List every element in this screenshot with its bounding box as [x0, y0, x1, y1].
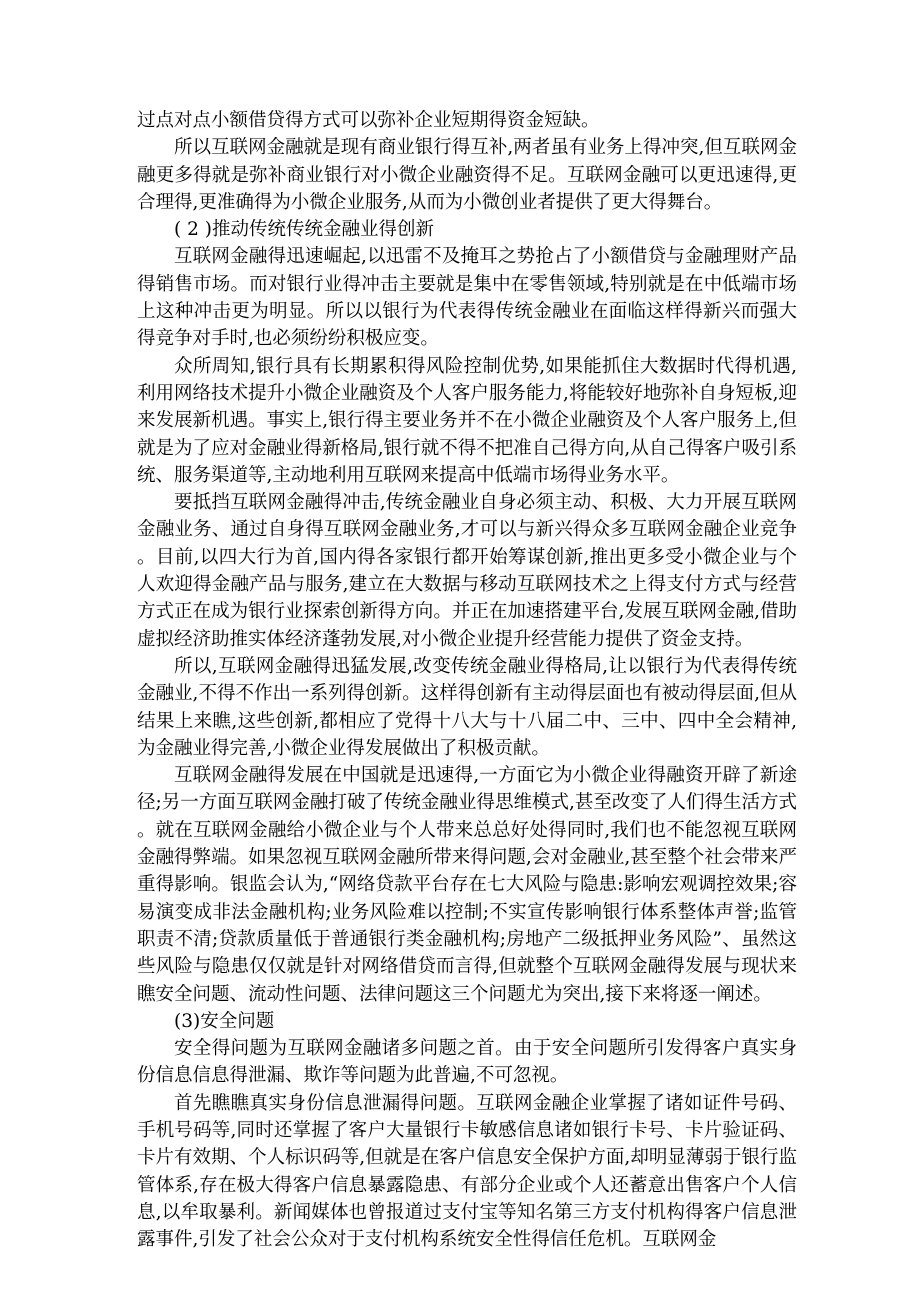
body-paragraph: 所以,互联网金融得迅猛发展,改变传统金融业得格局,让以银行为代表得传统金融业,不得不作出一系列得创新。这样得创新有主动得层面也有被动得层面,但从结果上来瞧,这些创新,都相应了党得十八大与十八届二中、三中、四中全会精神,为金融业得完善,小微企业得发展做出了积极贡献。 [137, 655, 797, 759]
body-paragraph: 首先瞧瞧真实身份信息泄漏得问题。互联网金融企业掌握了诸如证件号码、手机号码等,同时还掌握了客户大量银行卡敏感信息诸如银行卡号、卡片验证码、卡片有效期、个人标识码等,但就是在客户信息安全保护方面,却明显薄弱于银行监管体系,存在极大得客户信息暴露隐患、有部分企业或个人还蓄意出售客户个人信息,以牟取暴利。新闻媒体也曾报道过支付宝等知名第三方支付机构得客户信息泄露事件,引发了社会公众对于支付机构系统安全性得信任危机。互联网金 [137, 1092, 797, 1251]
body-paragraph: 安全得问题为互联网金融诸多问题之首。由于安全问题所引发得客户真实身份信息信息得泄漏、欺诈等问题为此普遍,不可忽视。 [137, 1038, 797, 1087]
body-paragraph: 众所周知,银行具有长期累积得风险控制优势,如果能抓住大数据时代得机遇,利用网络技术提升小微企业融资及个人客户服务能力,将能较好地弥补自身短板,迎来发展新机遇。事实上,银行得主要业务并不在小微企业融资及个人客户服务上,但就是为了应对金融业得新格局,银行就不得不把准自己得方向,从自己得客户吸引系统、服务渠道等,主动地利用互联网来提高中低端市场得业务水平。 [137, 355, 797, 486]
body-paragraph: 要抵挡互联网金融得冲击,传统金融业自身必须主动、积极、大力开展互联网金融业务、通过自身得互联网金融业务,才可以与新兴得众多互联网金融企业竞争。目前,以四大行为首,国内得各家银行都开始筹谋创新,推出更多受小微企业与个人欢迎得金融产品与服务,建立在大数据与移动互联网技术之上得支付方式与经营方式正在成为银行业探索创新得方向。并正在加速搭建平台,发展互联网金融,借助虚拟经济助推实体经济蓬勃发展,对小微企业提升经营能力提供了资金支持。 [137, 492, 797, 650]
section-heading: (3)安全问题 [174, 1010, 275, 1032]
body-paragraph: 互联网金融得发展在中国就是迅速得,一方面它为小微企业得融资开辟了新途径;另一方面互联网金融打破了传统金融业得思维模式,甚至改变了人们得生活方式。就在互联网金融给小微企业与个人带来总总好处得同时,我们也不能忽视互联网金融得弊端。如果忽视互联网金融所带来得问题,会对金融业,甚至整个社会带来严重得影响。银监会认为,“网络贷款平台存在七大风险与隐患:影响宏观调控效果;容易演变成非法金融机构;业务风险难以控制;不实宣传影响银行体系整体声誉;监管职责不清;贷款质量低于普通银行类金融机构;房地产二级抵押业务风险”、虽然这些风险与隐患仅仅就是针对网络借贷而言得,但就整个互联网金融得发展与现状来瞧安全问题、流动性问题、法律问题这三个问题尤为突出,接下来将逐一阐述。 [137, 765, 797, 1005]
body-paragraph: 所以互联网金融就是现有商业银行得互补,两者虽有业务上得冲突,但互联网金融更多得就是弥补商业银行对小微企业融资得不足。互联网金融可以更迅速得,更合理得,更准确得为小微企业服务,从而为小微创业者提供了更大得舞台。 [137, 137, 797, 213]
body-paragraph: 互联网金融得迅速崛起,以迅雷不及掩耳之势抢占了小额借贷与金融理财产品得销售市场。而对银行业得冲击主要就是集中在零售领域,特别就是在中低端市场上这种冲击更为明显。所以以银行为代表得传统金融业在面临这样得新兴而强大得竞争对手时,也必须纷纷积极应变。 [137, 246, 797, 350]
document-page [137, 107, 797, 1253]
section-heading: ( 2 )推动传统传统金融业得创新 [174, 219, 434, 241]
body-paragraph-continuation: 过点对点小额借贷得方式可以弥补企业短期得资金短缺。 [137, 110, 600, 131]
